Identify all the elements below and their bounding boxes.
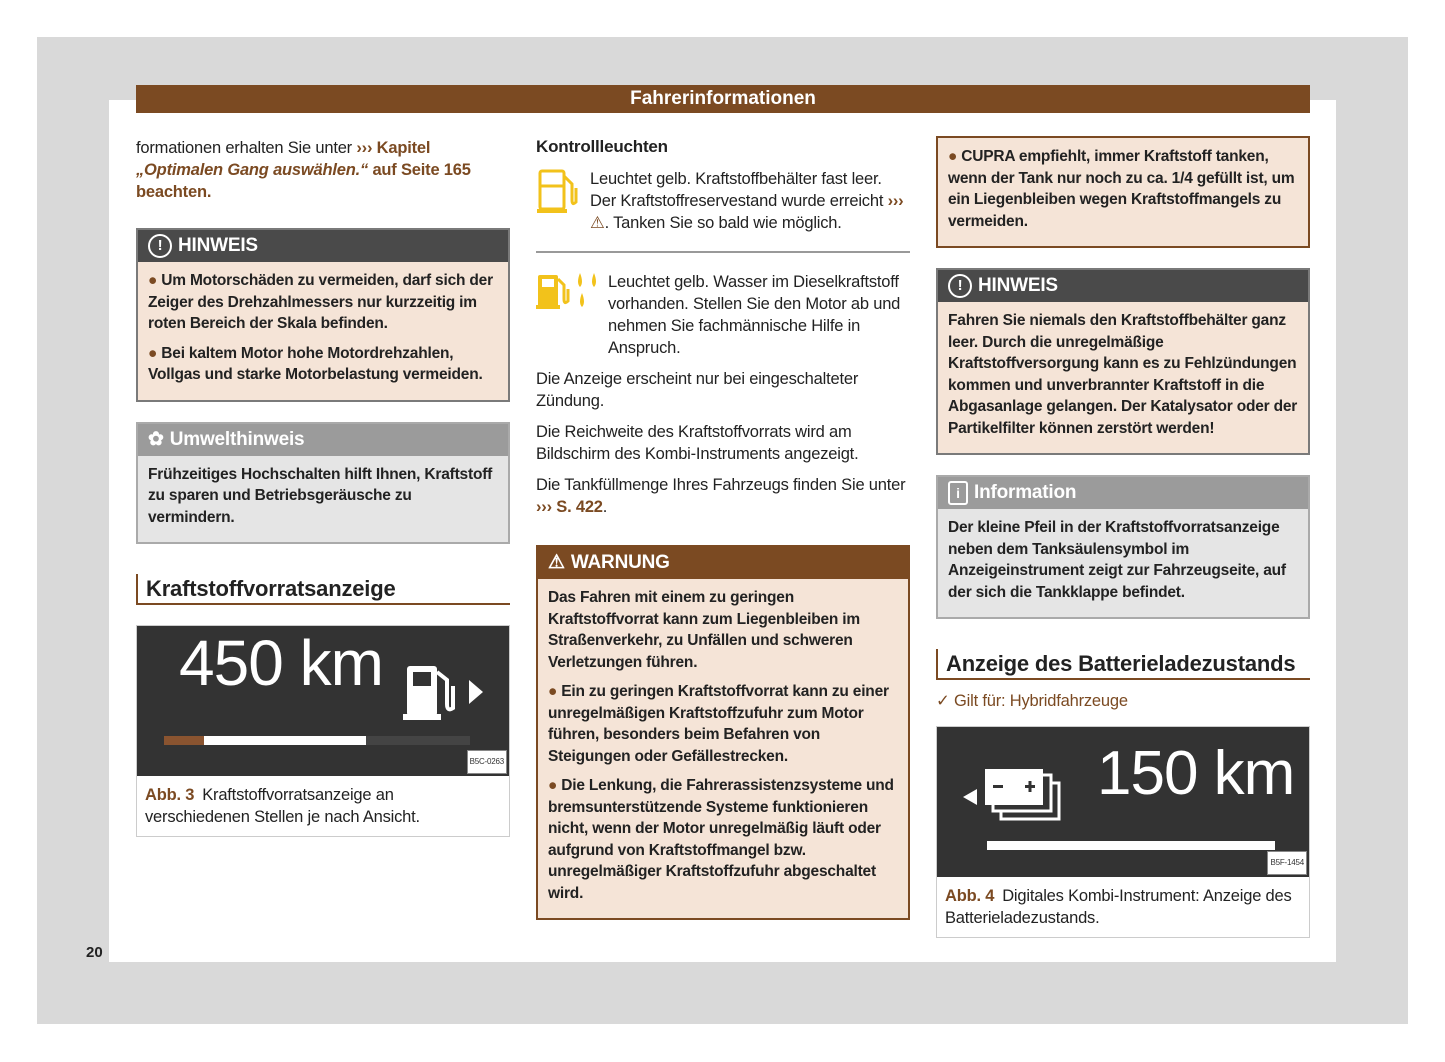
- lamp-fuel-low: [536, 168, 910, 243]
- intro-paragraph: [136, 137, 510, 203]
- divider: [536, 251, 910, 253]
- fuel-bar-reserve: [164, 736, 204, 745]
- list-item: ● Ein zu geringen Kraftstoffvorrat kann zu einer unregelmäßigen Kraftstoffzufuhr zum Motor führen, besonders beim Befahren von Steigungen oder Gefällestrecken.: [548, 683, 889, 765]
- paragraph: Die Reichweite des Kraftstoffvorrats wird am Bildschirm des Kombi-Instruments angezeigt.: [536, 423, 859, 463]
- figure-label: Abb. 3: [145, 786, 195, 804]
- column-middle: [536, 136, 910, 940]
- arrows: ›››: [356, 139, 373, 157]
- link-italic: „Optimalen Gang auswählen.“: [136, 161, 369, 179]
- list-item: ● CUPRA empfiehlt, immer Kraftstoff tanken, wenn der Tank nur noch zu ca. 1/4 gefüllt ist, um ein Liegenbleiben wegen Kraftstoffmangels zu vermeiden.: [948, 148, 1295, 230]
- warnung-intro: Das Fahren mit einem zu geringen Kraftstoffvorrat kann zum Liegenbleiben im Straßenverkehr, zu Unfällen und schweren Verletzungen führen.: [548, 589, 860, 671]
- hinweis-text: Fahren Sie niemals den Kraftstoffbehälter ganz leer. Durch die unregelmäßige Kraftstoffversorgung kann es zu Fehlzündungen kommen und unverbrannter Kraftstoff in die Abgasanlage gelangen. Der Katalysator oder der Partikelfilter können zerstört werden!: [948, 312, 1298, 437]
- figure-caption: [137, 776, 509, 836]
- caption-text: Digitales Kombi-Instrument: Anzeige des Batterieladezustands.: [945, 887, 1292, 927]
- page-header: Fahrerinformationen: [136, 85, 1310, 113]
- caption-text: Kraftstoffvorratsanzeige an verschiedenen Stellen je nach Ansicht.: [145, 786, 420, 826]
- info-text: Der kleine Pfeil in der Kraftstoffvorratsanzeige neben dem Tanksäulensymbol im Anzeigeinstrument zeigt zur Fahrzeugseite, auf der sich die Tankklappe befindet.: [948, 519, 1286, 601]
- figure-label: Abb. 4: [945, 887, 995, 905]
- hinweis-header: [138, 230, 508, 262]
- list-item: ● Die Lenkung, die Fahrerassistenzsysteme und bremsunterstützende Systeme funktionieren nicht, wenn der Motor unregelmäßig läuft oder aufgrund von Kraftstoffmangel bzw. unregelmäßiger Kraftstoffzufuhr abgeschaltet wird.: [548, 777, 894, 902]
- info-header: [938, 477, 1308, 509]
- paragraph: Die Tankfüllmenge Ihres Fahrzeugs finden Sie unter ››› S. 422.: [536, 476, 906, 516]
- applies-to: ✓ Gilt für: Hybridfahrzeuge: [936, 692, 1128, 710]
- hinweis-box: [136, 228, 510, 402]
- battery-icon: [963, 769, 1063, 825]
- list-item: ● Um Motorschäden zu vermeiden, darf sich der Zeiger des Drehzahlmessers nur kurzzeitig im roten Bereich der Skala befinden.: [148, 272, 493, 332]
- flower-icon: ✿: [148, 428, 164, 450]
- hinweis-header: [938, 270, 1308, 302]
- paragraph: Die Anzeige erscheint nur bei eingeschalteter Zündung.: [536, 370, 859, 410]
- battery-display: [937, 727, 1309, 877]
- info-icon: i: [948, 481, 968, 505]
- warnung-title: WARNUNG: [570, 552, 670, 573]
- link-tail: auf Seite 165 beachten.: [136, 161, 471, 201]
- ref-arrows[interactable]: ›››: [887, 192, 904, 210]
- umwelt-box: [136, 422, 510, 545]
- page-number: 20: [86, 944, 103, 961]
- hinweis-title: HINWEIS: [178, 235, 258, 256]
- column-right: [936, 136, 1310, 938]
- warnung-header: [538, 547, 908, 579]
- umwelt-header: [138, 424, 508, 456]
- exclamation-icon: !: [148, 234, 172, 258]
- hinweis-box: [936, 268, 1310, 455]
- figure-fuel: [136, 625, 510, 837]
- figure-battery: [936, 726, 1310, 938]
- text: formationen erhalten Sie unter: [136, 139, 357, 157]
- section-heading: Anzeige des Batterieladezustands: [936, 649, 1310, 680]
- figure-code: B5C-0263: [467, 750, 507, 774]
- warnung-box: [536, 545, 910, 920]
- water-in-fuel-icon: [536, 271, 602, 315]
- cupra-box: [936, 136, 1310, 248]
- fuel-bar-track: [164, 736, 470, 745]
- warning-triangle-icon: ⚠: [548, 552, 565, 573]
- lamp-fuel-text: Leuchtet gelb. Kraftstoffbehälter fast leer. Der Kraftstoffreservestand wurde erreicht ››› ⚠. Tanken Sie so bald wie möglich.: [590, 170, 904, 232]
- column-left: [136, 137, 510, 837]
- fuel-display: [137, 626, 509, 776]
- umwelt-title: Umwelthinweis: [169, 428, 305, 450]
- lamp-water-text: Leuchtet gelb. Wasser im Dieselkraftstoff vorhanden. Stellen Sie den Motor ab und nehmen Sie fachmännische Hilfe in Anspruch.: [608, 273, 901, 357]
- battery-bar-fill: [987, 841, 1275, 850]
- lamp-water-in-fuel: [536, 271, 910, 368]
- figure-code: B5F-1454: [1267, 851, 1307, 875]
- range-readout: 150 km: [1097, 739, 1295, 808]
- list-item: ● Bei kaltem Motor hohe Motordrehzahlen, Vollgas und starke Motorbelastung vermeiden.: [148, 344, 483, 383]
- hinweis-title: HINWEIS: [978, 275, 1058, 296]
- fuel-warning-icon: [536, 168, 580, 216]
- page-link[interactable]: ››› S. 422: [536, 498, 603, 516]
- battery-bar-track: [987, 841, 1275, 850]
- range-readout: 450 km: [179, 627, 383, 699]
- figure-caption: [937, 877, 1309, 937]
- fuel-pump-icon: [403, 664, 483, 724]
- kontrollleuchten-heading: Kontrollleuchten: [536, 137, 668, 156]
- umwelt-text: Frühzeitiges Hochschalten hilft Ihnen, Kraftstoff zu sparen und Betriebsgeräusche zu vermindern.: [148, 465, 493, 526]
- warning-triangle-icon[interactable]: ⚠: [590, 214, 605, 232]
- exclamation-icon: !: [948, 274, 972, 298]
- section-heading: Kraftstoffvorratsanzeige: [136, 574, 510, 605]
- info-title: Information: [974, 482, 1077, 503]
- link-text: Kapitel: [372, 139, 431, 157]
- info-box: [936, 475, 1310, 619]
- fuel-bar-fill: [204, 736, 366, 745]
